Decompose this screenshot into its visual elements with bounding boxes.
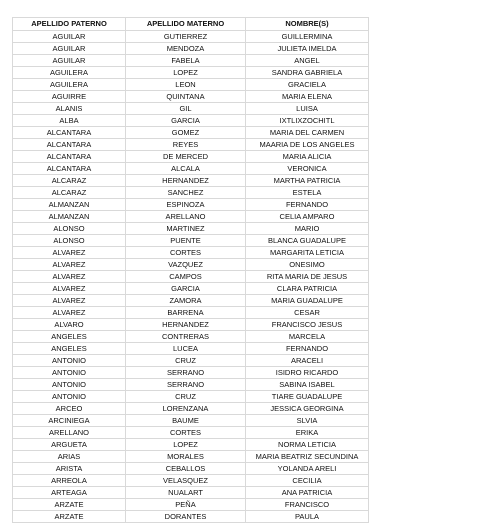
cell-nombres[interactable]: ONESIMO xyxy=(246,259,369,271)
cell-apellido-paterno[interactable]: ANTONIO xyxy=(13,379,126,391)
table-row xyxy=(13,31,369,43)
cell-apellido-materno[interactable]: CORTES xyxy=(126,247,246,259)
cell-apellido-paterno[interactable]: AGUILERA xyxy=(13,79,126,91)
cell-apellido-materno[interactable]: HERNANDEZ xyxy=(126,319,246,331)
cell-apellido-paterno[interactable]: ANTONIO xyxy=(13,391,126,403)
cell-nombres[interactable]: RITA MARIA DE JESUS xyxy=(246,271,369,283)
cell-apellido-materno[interactable]: GOMEZ xyxy=(126,127,246,139)
table-row xyxy=(13,43,369,55)
cell-apellido-materno[interactable]: MENDOZA xyxy=(126,43,246,55)
cell-apellido-paterno[interactable]: ARISTA xyxy=(13,463,126,475)
table-row xyxy=(13,91,369,103)
table-row xyxy=(13,163,369,175)
cell-nombres[interactable]: BLANCA GUADALUPE xyxy=(246,235,369,247)
table-row xyxy=(13,79,369,91)
cell-apellido-paterno[interactable]: ALCANTARA xyxy=(13,163,126,175)
names-table xyxy=(12,17,369,523)
cell-apellido-paterno[interactable]: ALVAREZ xyxy=(13,247,126,259)
cell-apellido-paterno[interactable]: ALVAREZ xyxy=(13,295,126,307)
cell-apellido-materno[interactable]: NUALART xyxy=(126,487,246,499)
table-row xyxy=(13,151,369,163)
header-apellido-materno: APELLIDO MATERNO xyxy=(126,18,246,31)
cell-apellido-paterno[interactable]: ALCANTARA xyxy=(13,139,126,151)
table-row xyxy=(13,67,369,79)
header-row xyxy=(13,18,369,31)
cell-nombres[interactable]: FRANCISCO JESUS xyxy=(246,319,369,331)
cell-nombres[interactable]: NORMA LETICIA xyxy=(246,439,369,451)
cell-apellido-paterno[interactable]: ALMANZAN xyxy=(13,211,126,223)
cell-apellido-materno[interactable]: LEON xyxy=(126,79,246,91)
cell-apellido-materno[interactable]: DE MERCED xyxy=(126,151,246,163)
cell-apellido-materno[interactable]: CEBALLOS xyxy=(126,463,246,475)
cell-apellido-materno[interactable]: GARCIA xyxy=(126,115,246,127)
cell-apellido-materno[interactable]: HERNANDEZ xyxy=(126,175,246,187)
cell-apellido-paterno[interactable]: ANTONIO xyxy=(13,367,126,379)
table-row xyxy=(13,247,369,259)
table-row xyxy=(13,343,369,355)
table-row xyxy=(13,403,369,415)
cell-apellido-materno[interactable]: SERRANO xyxy=(126,367,246,379)
header-nombres: NOMBRE(S) xyxy=(246,18,369,31)
cell-apellido-paterno[interactable]: ALVAREZ xyxy=(13,271,126,283)
cell-apellido-paterno[interactable]: ALVAREZ xyxy=(13,307,126,319)
cell-apellido-paterno[interactable]: ANTONIO xyxy=(13,355,126,367)
table-row xyxy=(13,103,369,115)
cell-nombres[interactable]: FERNANDO xyxy=(246,343,369,355)
table-row xyxy=(13,55,369,67)
table-row xyxy=(13,139,369,151)
cell-apellido-paterno[interactable]: ALCANTARA xyxy=(13,151,126,163)
cell-apellido-paterno[interactable]: ARZATE xyxy=(13,511,126,523)
cell-nombres[interactable]: FERNANDO xyxy=(246,199,369,211)
cell-apellido-paterno[interactable]: AGUILERA xyxy=(13,67,126,79)
table-row xyxy=(13,367,369,379)
cell-apellido-paterno[interactable]: ALCARAZ xyxy=(13,187,126,199)
cell-nombres[interactable]: CECILIA xyxy=(246,475,369,487)
spreadsheet xyxy=(12,17,368,523)
table-row xyxy=(13,175,369,187)
cell-apellido-materno[interactable]: CRUZ xyxy=(126,355,246,367)
cell-apellido-paterno[interactable]: ARTEAGA xyxy=(13,487,126,499)
cell-apellido-materno[interactable]: DORANTES xyxy=(126,511,246,523)
cell-apellido-materno[interactable]: BAUME xyxy=(126,415,246,427)
table-row xyxy=(13,427,369,439)
cell-apellido-paterno[interactable]: ANGELES xyxy=(13,343,126,355)
table-row xyxy=(13,487,369,499)
cell-nombres[interactable]: MARTHA PATRICIA xyxy=(246,175,369,187)
cell-apellido-materno[interactable]: CRUZ xyxy=(126,391,246,403)
cell-apellido-materno[interactable]: GARCIA xyxy=(126,283,246,295)
cell-apellido-paterno[interactable]: ALCANTARA xyxy=(13,127,126,139)
cell-nombres[interactable]: MARIA DEL CARMEN xyxy=(246,127,369,139)
table-row xyxy=(13,439,369,451)
table-row xyxy=(13,451,369,463)
table-row xyxy=(13,415,369,427)
cell-nombres[interactable]: MARCELA xyxy=(246,331,369,343)
table-row xyxy=(13,331,369,343)
cell-nombres[interactable]: SANDRA GABRIELA xyxy=(246,67,369,79)
cell-apellido-paterno[interactable]: ARIAS xyxy=(13,451,126,463)
table-row xyxy=(13,235,369,247)
cell-nombres[interactable]: GRACIELA xyxy=(246,79,369,91)
cell-nombres[interactable]: PAULA xyxy=(246,511,369,523)
cell-apellido-materno[interactable]: VELASQUEZ xyxy=(126,475,246,487)
cell-nombres[interactable]: IXTLIXZOCHITL xyxy=(246,115,369,127)
cell-apellido-materno[interactable]: GUTIERREZ xyxy=(126,31,246,43)
table-row xyxy=(13,259,369,271)
table-row xyxy=(13,379,369,391)
cell-apellido-paterno[interactable]: AGUIRRE xyxy=(13,91,126,103)
cell-apellido-materno[interactable]: MORALES xyxy=(126,451,246,463)
cell-apellido-paterno[interactable]: ALANIS xyxy=(13,103,126,115)
cell-apellido-paterno[interactable]: ARZATE xyxy=(13,499,126,511)
cell-nombres[interactable]: CESAR xyxy=(246,307,369,319)
cell-nombres[interactable]: JULIETA IMELDA xyxy=(246,43,369,55)
cell-apellido-materno[interactable]: CORTES xyxy=(126,427,246,439)
cell-nombres[interactable]: FRANCISCO xyxy=(246,499,369,511)
table-row xyxy=(13,187,369,199)
cell-apellido-paterno[interactable]: AGUILAR xyxy=(13,55,126,67)
table-row xyxy=(13,475,369,487)
cell-apellido-materno[interactable]: LORENZANA xyxy=(126,403,246,415)
table-row xyxy=(13,115,369,127)
cell-apellido-paterno[interactable]: ALMANZAN xyxy=(13,199,126,211)
cell-nombres[interactable]: MARIA BEATRIZ SECUNDINA xyxy=(246,451,369,463)
cell-apellido-paterno[interactable]: ALCARAZ xyxy=(13,175,126,187)
cell-nombres[interactable]: LUISA xyxy=(246,103,369,115)
cell-apellido-materno[interactable]: SANCHEZ xyxy=(126,187,246,199)
cell-apellido-materno[interactable]: ESPINOZA xyxy=(126,199,246,211)
cell-apellido-materno[interactable]: PEÑA xyxy=(126,499,246,511)
cell-apellido-paterno[interactable]: ALONSO xyxy=(13,223,126,235)
cell-nombres[interactable]: YOLANDA ARELI xyxy=(246,463,369,475)
cell-nombres[interactable]: MARIO xyxy=(246,223,369,235)
cell-apellido-materno[interactable]: MARTINEZ xyxy=(126,223,246,235)
cell-nombres[interactable]: MARIA GUADALUPE xyxy=(246,295,369,307)
cell-nombres[interactable]: SABINA ISABEL xyxy=(246,379,369,391)
table-row xyxy=(13,223,369,235)
cell-nombres[interactable]: ISIDRO RICARDO xyxy=(246,367,369,379)
cell-nombres[interactable]: MAARIA DE LOS ANGELES xyxy=(246,139,369,151)
cell-nombres[interactable]: CELIA AMPARO xyxy=(246,211,369,223)
table-row xyxy=(13,199,369,211)
table-row xyxy=(13,355,369,367)
table-row xyxy=(13,391,369,403)
cell-nombres[interactable]: ARACELI xyxy=(246,355,369,367)
cell-apellido-paterno[interactable]: ARELLANO xyxy=(13,427,126,439)
table-row xyxy=(13,211,369,223)
cell-apellido-materno[interactable]: BARRENA xyxy=(126,307,246,319)
cell-apellido-materno[interactable]: ARELLANO xyxy=(126,211,246,223)
cell-apellido-materno[interactable]: LUCEA xyxy=(126,343,246,355)
cell-nombres[interactable]: MARIA ALICIA xyxy=(246,151,369,163)
table-row xyxy=(13,463,369,475)
cell-apellido-materno[interactable]: ALCALA xyxy=(126,163,246,175)
cell-nombres[interactable]: VERONICA xyxy=(246,163,369,175)
cell-apellido-materno[interactable]: FABELA xyxy=(126,55,246,67)
cell-apellido-paterno[interactable]: ALVAREZ xyxy=(13,283,126,295)
cell-apellido-paterno[interactable]: ALBA xyxy=(13,115,126,127)
cell-apellido-materno[interactable]: PUENTE xyxy=(126,235,246,247)
cell-nombres[interactable]: ANA PATRICIA xyxy=(246,487,369,499)
table-row xyxy=(13,307,369,319)
cell-apellido-paterno[interactable]: ALVAREZ xyxy=(13,259,126,271)
cell-nombres[interactable]: GUILLERMINA xyxy=(246,31,369,43)
cell-apellido-paterno[interactable]: ARREOLA xyxy=(13,475,126,487)
table-row xyxy=(13,271,369,283)
header-apellido-paterno: APELLIDO PATERNO xyxy=(13,18,126,31)
cell-apellido-paterno[interactable]: ALONSO xyxy=(13,235,126,247)
cell-nombres[interactable]: ANGEL xyxy=(246,55,369,67)
table-row xyxy=(13,283,369,295)
cell-apellido-materno[interactable]: ZAMORA xyxy=(126,295,246,307)
cell-apellido-paterno[interactable]: ANGELES xyxy=(13,331,126,343)
cell-nombres[interactable]: ERIKA xyxy=(246,427,369,439)
cell-nombres[interactable]: MARIA ELENA xyxy=(246,91,369,103)
cell-apellido-paterno[interactable]: ARCEO xyxy=(13,403,126,415)
cell-apellido-paterno[interactable]: AGUILAR xyxy=(13,31,126,43)
table-row xyxy=(13,319,369,331)
table-row xyxy=(13,511,369,523)
cell-nombres[interactable]: CLARA PATRICIA xyxy=(246,283,369,295)
cell-apellido-materno[interactable]: GIL xyxy=(126,103,246,115)
cell-apellido-paterno[interactable]: ARCINIEGA xyxy=(13,415,126,427)
table-row xyxy=(13,499,369,511)
cell-apellido-paterno[interactable]: AGUILAR xyxy=(13,43,126,55)
cell-apellido-paterno[interactable]: ARGUETA xyxy=(13,439,126,451)
cell-apellido-materno[interactable]: REYES xyxy=(126,139,246,151)
cell-apellido-materno[interactable]: LOPEZ xyxy=(126,439,246,451)
cell-apellido-materno[interactable]: LOPEZ xyxy=(126,67,246,79)
cell-apellido-materno[interactable]: SERRANO xyxy=(126,379,246,391)
cell-apellido-materno[interactable]: QUINTANA xyxy=(126,91,246,103)
cell-nombres[interactable]: ESTELA xyxy=(246,187,369,199)
cell-apellido-materno[interactable]: CAMPOS xyxy=(126,271,246,283)
cell-apellido-materno[interactable]: VAZQUEZ xyxy=(126,259,246,271)
cell-apellido-materno[interactable]: CONTRERAS xyxy=(126,331,246,343)
cell-nombres[interactable]: MARGARITA LETICIA xyxy=(246,247,369,259)
cell-apellido-paterno[interactable]: ALVARO xyxy=(13,319,126,331)
table-row xyxy=(13,127,369,139)
cell-nombres[interactable]: TIARE GUADALUPE xyxy=(246,391,369,403)
cell-nombres[interactable]: JESSICA GEORGINA xyxy=(246,403,369,415)
cell-nombres[interactable]: SLVIA xyxy=(246,415,369,427)
table-row xyxy=(13,295,369,307)
